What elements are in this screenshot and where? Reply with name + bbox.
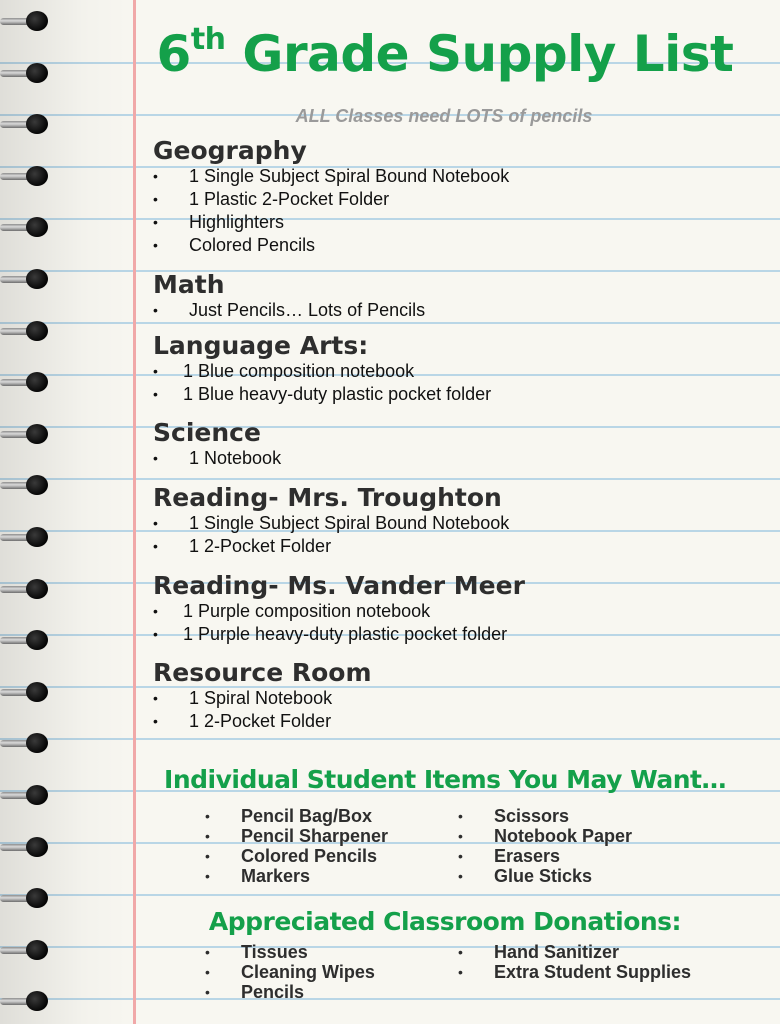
list-item: • Notebook Paper	[458, 826, 632, 846]
list-item: • Just Pencils… Lots of Pencils	[153, 299, 425, 322]
list-item: • Pencil Bag/Box	[205, 806, 388, 826]
section-language-arts	[153, 331, 491, 406]
individual-items-right	[458, 806, 632, 886]
item-list	[153, 299, 425, 322]
list-item: • 1 Notebook	[153, 447, 281, 470]
spiral-ring	[0, 423, 52, 445]
donations-right	[458, 942, 691, 982]
list-item: • Glue Sticks	[458, 866, 632, 886]
list-item: • Extra Student Supplies	[458, 962, 691, 982]
section-reading-troughton	[153, 483, 509, 558]
section-reading-vander-meer	[153, 571, 525, 646]
spiral-ring	[0, 629, 52, 651]
list-item: • Cleaning Wipes	[205, 962, 375, 982]
list-item: • Erasers	[458, 846, 632, 866]
section-geography	[153, 136, 509, 257]
list-item: • Highlighters	[153, 211, 509, 234]
list-item: • Scissors	[458, 806, 632, 826]
list-item: • 1 Single Subject Spiral Bound Notebook	[153, 165, 509, 188]
item-list	[153, 687, 372, 733]
spiral-ring	[0, 165, 52, 187]
donations-left	[205, 942, 375, 1002]
item-list	[153, 512, 509, 558]
list-item: • 1 2-Pocket Folder	[153, 535, 509, 558]
section-resource-room	[153, 658, 372, 733]
spiral-ring	[0, 578, 52, 600]
spiral-ring	[0, 320, 52, 342]
item-list	[153, 600, 525, 646]
list-item: • Tissues	[205, 942, 375, 962]
spiral-ring	[0, 474, 52, 496]
section-math	[153, 270, 425, 322]
spiral-ring	[0, 836, 52, 858]
section-heading: Geography	[153, 136, 307, 165]
item-list	[153, 165, 509, 257]
list-item: • 1 2-Pocket Folder	[153, 710, 372, 733]
list-item: • Pencil Sharpener	[205, 826, 388, 846]
section-science	[153, 418, 281, 470]
spiral-ring	[0, 939, 52, 961]
section-heading: Reading- Ms. Vander Meer	[153, 571, 525, 600]
individual-items-left	[205, 806, 388, 886]
spiral-ring	[0, 887, 52, 909]
list-item: • 1 Single Subject Spiral Bound Notebook	[153, 512, 509, 535]
section-heading: Resource Room	[153, 658, 372, 687]
spiral-ring	[0, 990, 52, 1012]
list-item: • 1 Purple heavy-duty plastic pocket folder	[153, 623, 525, 646]
item-list	[153, 360, 491, 406]
page-subtitle: ALL Classes need LOTS of pencils	[295, 106, 593, 126]
list-item: • Colored Pencils	[205, 846, 388, 866]
list-item: • Colored Pencils	[153, 234, 509, 257]
spiral-ring	[0, 526, 52, 548]
donations-heading: Appreciated Classroom Donations:	[208, 907, 682, 936]
section-heading: Language Arts:	[153, 331, 369, 360]
spiral-ring	[0, 681, 52, 703]
spiral-ring	[0, 732, 52, 754]
section-heading: Math	[153, 270, 225, 299]
margin-line	[133, 0, 136, 1024]
page-title: 6th Grade Supply List	[156, 22, 734, 83]
list-item: • Hand Sanitizer	[458, 942, 691, 962]
spiral-ring	[0, 216, 52, 238]
list-item: • 1 Purple composition notebook	[153, 600, 525, 623]
individual-items-heading: Individual Student Items You May Want…	[164, 765, 726, 794]
section-heading: Reading- Mrs. Troughton	[153, 483, 502, 512]
list-item: • Pencils	[205, 982, 375, 1002]
item-list	[153, 447, 281, 470]
list-item: • 1 Spiral Notebook	[153, 687, 372, 710]
section-heading: Science	[153, 418, 261, 447]
page-shadow	[0, 0, 140, 1024]
list-item: • Markers	[205, 866, 388, 886]
list-item: • 1 Blue composition notebook	[153, 360, 491, 383]
list-item: • 1 Plastic 2-Pocket Folder	[153, 188, 509, 211]
spiral-ring	[0, 268, 52, 290]
list-item: • 1 Blue heavy-duty plastic pocket folder	[153, 383, 491, 406]
spiral-ring	[0, 371, 52, 393]
